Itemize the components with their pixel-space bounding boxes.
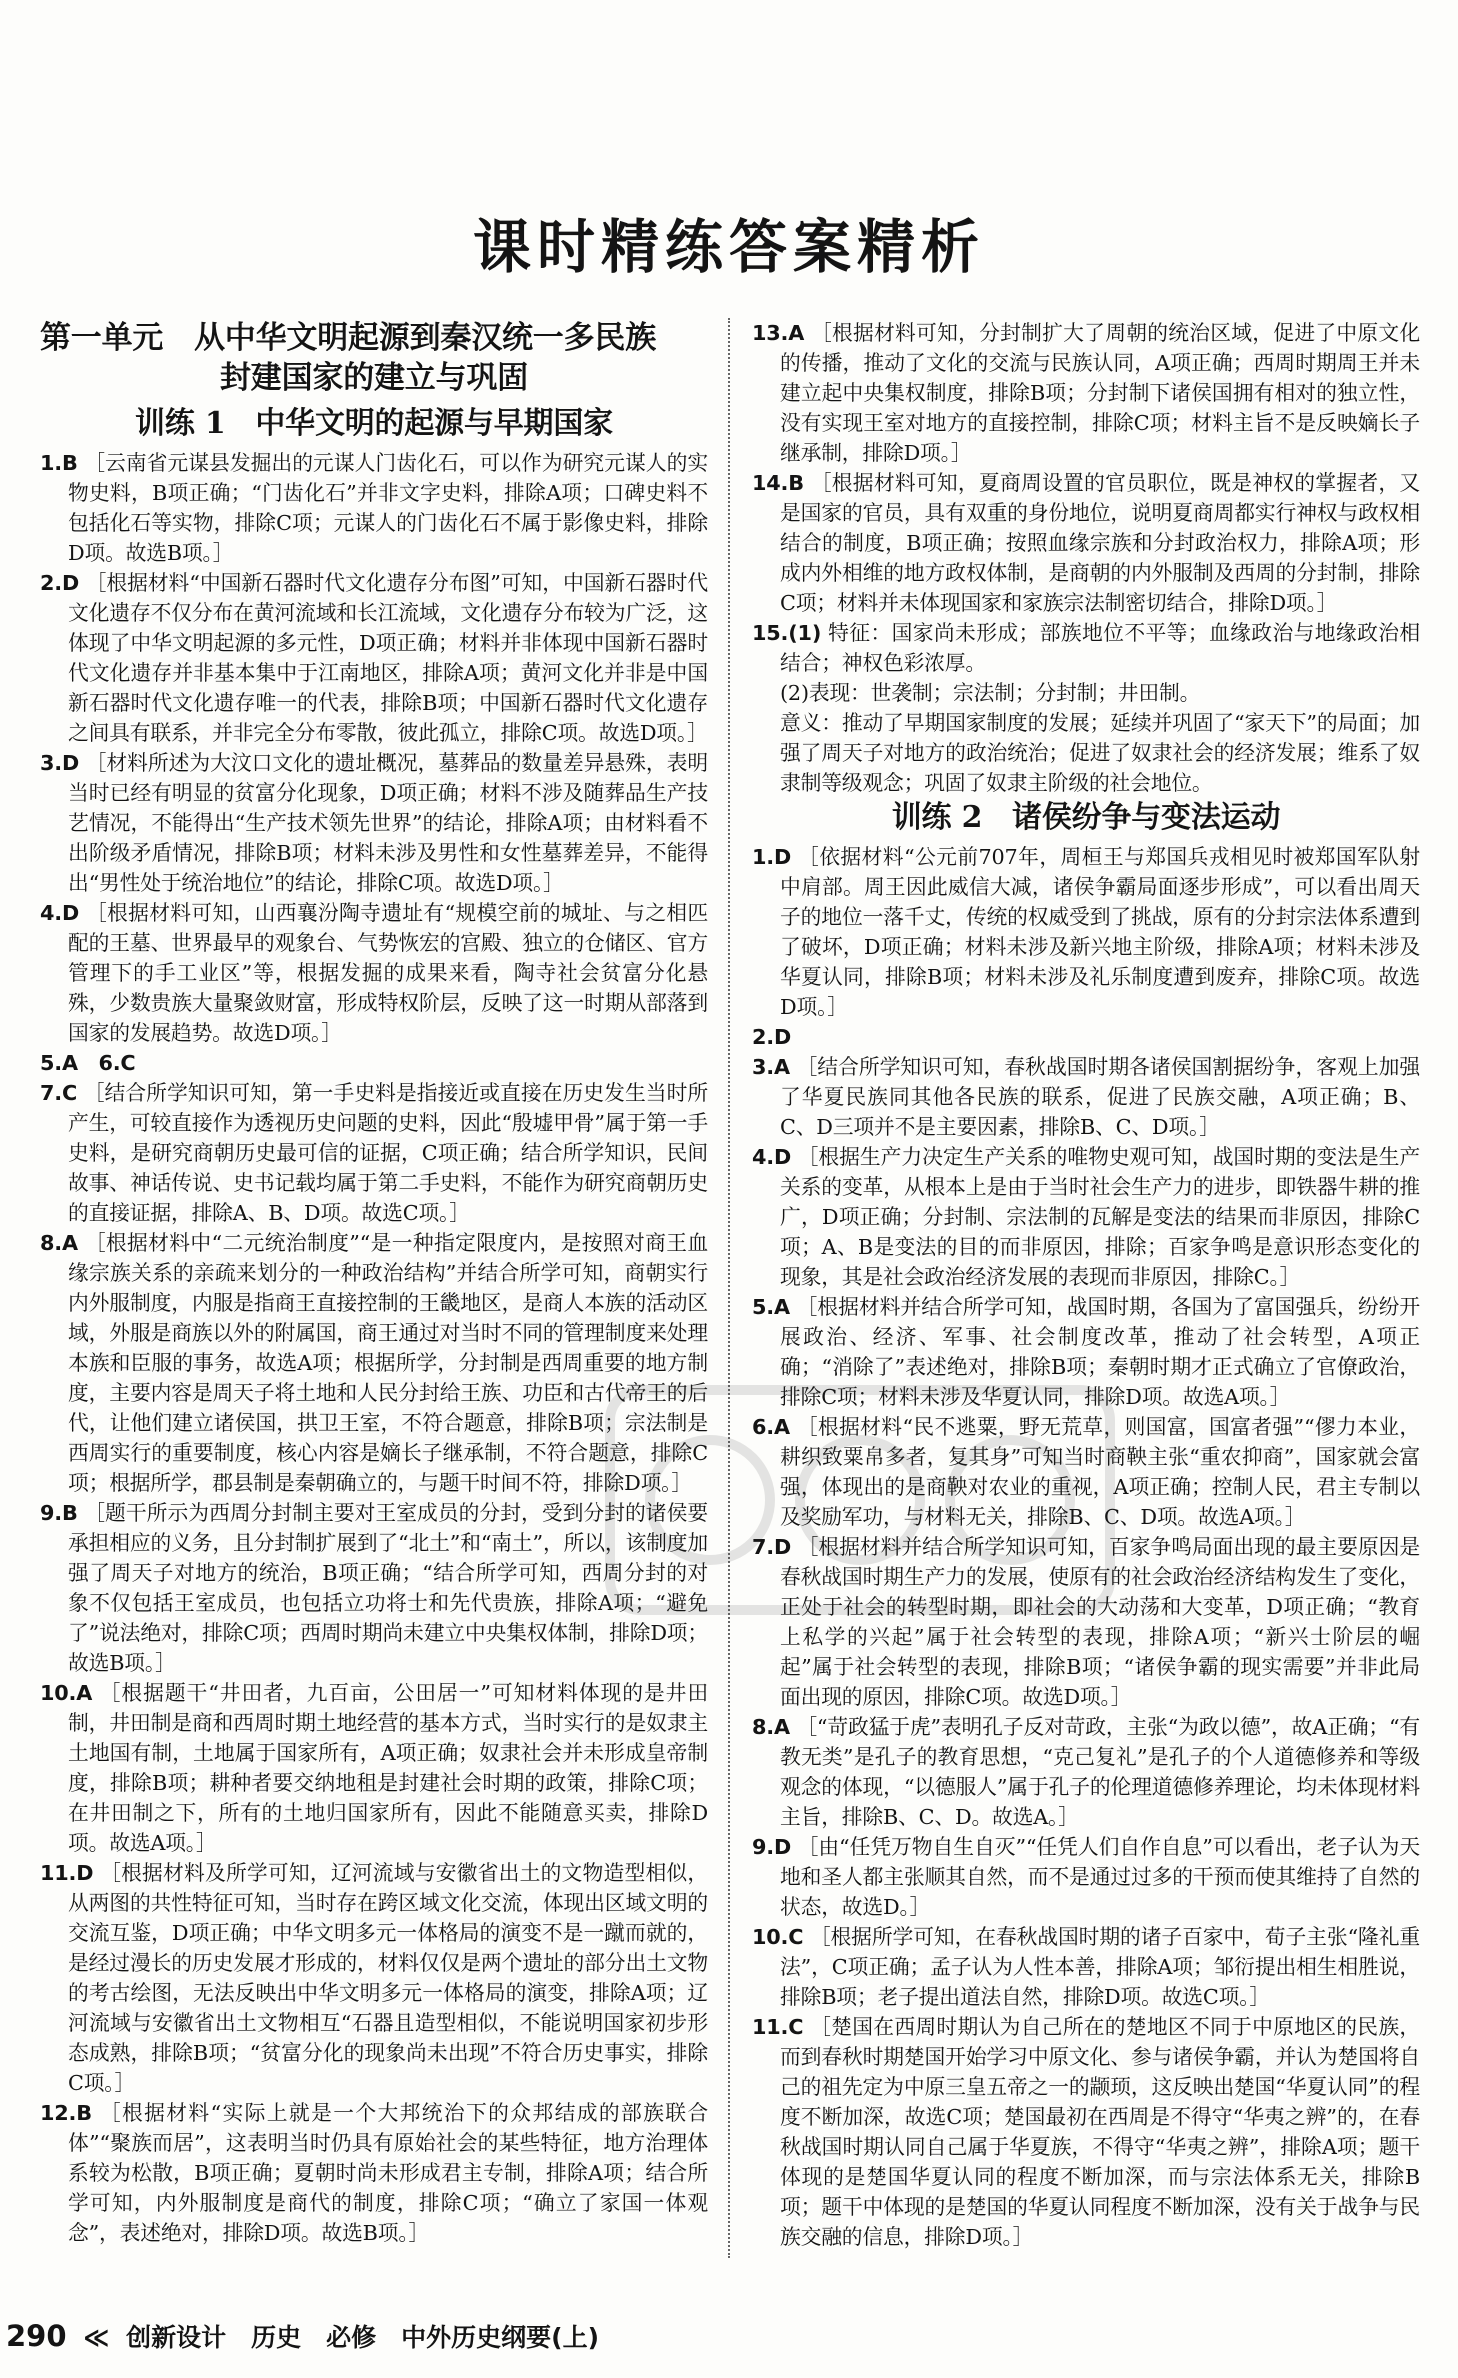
answer-item — [752, 1142, 1420, 1292]
answer-explanation: ［根据材料“实际上就是一个大邦统治下的众邦结成的部族联合体”“聚族而居”，这表明当时仍具有原始社会的某些特征，地方治理体系较为松散，B项正确；夏朝时尚未形成君主专制，排除A项；结合所学可知，内外服制度是商代的制度，排除C项；“确立了家国一体观念”，表述绝对，排除D项。故选B项。］ — [68, 2101, 708, 2245]
answer-explanation: ［根据材料及所学可知，辽河流域与安徽省出土的文物造型相似，从两图的共性特征可知，当时存在跨区域文化交流，体现出区域文明的交流互鉴，D项正确；中华文明多元一体格局的演变不是一蹴而就的，是经过漫长的历史发展才形成的，材料仅仅是两个遗址的部分出土文物的考古绘图，无法反映出中华文明多元一体格局的演变，排除A项；辽河流域与安徽省出土文物相互“石器且造型相似，不能说明国家初步形态成熟，排除B项；“贫富分化的现象尚未出现”不符合历史事实，排除C项。］ — [68, 1861, 708, 2095]
answer-explanation: ［根据材料并结合所学可知，战国时期，各国为了富国强兵，纷纷开展政治、经济、军事、社会制度改革，推动了社会转型，A项正确；“消除了”表述绝对，排除B项；秦朝时期才正式确立了官僚政治，排除C项；材料未涉及华夏认同，排除D项。故选A项。］ — [780, 1295, 1420, 1409]
answer-number: 9.D — [752, 1835, 792, 1859]
answer-number: 13.A — [752, 321, 805, 345]
answer-item — [752, 1922, 1420, 2012]
answer-explanation: ［云南省元谋县发掘出的元谋人门齿化石，可以作为研究元谋人的实物史料，B项正确；“门齿化石”并非文字史料，排除A项；口碑史料不包括化石等实物，排除C项；元谋人的门齿化石不属于影像史料，排除D项。故选B项。］ — [68, 451, 708, 565]
answer-number: 12.B — [40, 2101, 92, 2125]
chevron-left-icon: ≪ — [83, 2323, 110, 2352]
unit-heading-line1: 第一单元 从中华文明起源到秦汉统一多民族 — [40, 320, 656, 356]
answer-number: 2.D — [752, 1025, 792, 1049]
answer-item — [40, 568, 708, 748]
answer-number: 5.A 6.C — [40, 1051, 136, 1075]
answer-item — [40, 898, 708, 1048]
lesson-2-heading: 训练 2 诸侯纷争与变法运动 — [891, 800, 1281, 835]
answer-number: 7.C — [40, 1081, 78, 1105]
answer-number: 10.A — [40, 1681, 93, 1705]
answer-explanation: ［根据材料“中国新石器时代文化遗存分布图”可知，中国新石器时代文化遗存不仅分布在黄河流域和长江流域，文化遗存分布较为广泛，这体现了中华文明起源的多元性，D项正确；材料并非体现中国新石器时代文化遗存并非基本集中于江南地区，排除A项；黄河文化并非是中国新石器时代文化遗存唯一的代表，排除B项；中国新石器时代文化遗存之间具有联系，并非完全分布零散，彼此孤立，排除C项。故选D项。］ — [68, 571, 708, 745]
answer-number: 11.D — [40, 1861, 94, 1885]
answer-item — [40, 748, 708, 898]
answer-item — [752, 1292, 1420, 1412]
answer-list-lesson-2 — [752, 842, 1420, 2252]
answer-explanation: ［根据材料可知，山西襄汾陶寺遗址有“规模空前的城址、与之相匹配的王墓、世界最早的观象台、气势恢宏的宫殿、独立的仓储区、官方管理下的手工业区”等，根据发掘的成果来看，陶寺社会贫富分化悬殊，少数贵族大量聚敛财富，形成特权阶层，反映了这一时期从部落到国家的发展趋势。故选D项。］ — [68, 901, 708, 1045]
answer-item — [752, 842, 1420, 1022]
answer-explanation: ［根据材料中“二元统治制度”“是一种指定限度内，是按照对商王血缘宗族关系的亲疏来划分的一种政治结构”并结合所学可知，商朝实行内外服制度，内服是指商王直接控制的王畿地区，是商人本族的活动区域，外服是商族以外的附属国，商王通过对当时不同的管理制度来处理本族和臣服的事务，故选A项；根据所学，分封制是西周重要的地方制度，主要内容是周天子将土地和人民分封给王族、功臣和古代帝王的后代，让他们建立诸侯国，拱卫王室，不符合题意，排除B项；宗法制是西周实行的重要制度，核心内容是嫡长子继承制，不符合题意，排除C项；根据所学，郡县制是秦朝确立的，与题干时间不符，排除D项。］ — [68, 1231, 708, 1495]
answer-item — [752, 318, 1420, 468]
answer-number: 6.A — [752, 1415, 790, 1439]
answer-number: 4.D — [752, 1145, 792, 1169]
unit-heading-line2: 封建国家的建立与巩固 — [220, 360, 528, 396]
answer-explanation: ［依据材料“公元前707年，周桓王与郑国兵戎相见时被郑国军队射中肩部。周王因此威信大减，诸侯争霸局面逐步形成”，可以看出周天子的地位一落千丈，传统的权威受到了挑战，原有的分封宗法体系遭到了破坏，D项正确；材料未涉及新兴地主阶级，排除A项；材料未涉及华夏认同，排除B项；材料未涉及礼乐制度遭到废弃，排除C项。故选D项。］ — [780, 845, 1420, 1019]
answer-explanation: ［根据所学可知，在春秋战国时期的诸子百家中，荀子主张“隆礼重法”，C项正确；孟子认为人性本善，排除A项；邹衍提出相生相胜说，排除B项；老子提出道法自然，排除D项。故选C项。］ — [780, 1925, 1420, 2009]
answer-explanation: ［题干所示为西周分封制主要对王室成员的分封，受到分封的诸侯要承担相应的义务，且分封制扩展到了“北土”和“南土”，所以，该制度加强了周天子对地方的统治，B项正确；“结合所学可知，西周分封的对象不仅包括王室成员，也包括立功将士和先代贵族，排除A项；“避免了”说法绝对，排除C项；西周时期尚未建立中央集权体制，排除D项；故选B项。］ — [68, 1501, 708, 1675]
answer-item — [752, 1532, 1420, 1712]
answer-number: 7.D — [752, 1535, 792, 1559]
unit-heading — [40, 318, 708, 398]
page-footer — [6, 2318, 599, 2354]
answer-explanation: 特征：国家尚未形成；部族地位不平等；血缘政治与地缘政治相结合；神权色彩浓厚。 — [780, 621, 1420, 675]
answer-number: 8.A — [40, 1231, 78, 1255]
answer-number: 15.(1) — [752, 621, 822, 645]
answer-item — [40, 1228, 708, 1498]
answer-number: 4.D — [40, 901, 80, 925]
answer-number: 10.C — [752, 1925, 804, 1949]
answer-item — [752, 1022, 1420, 1052]
answer-number: 11.C — [752, 2015, 804, 2039]
answer-number: 8.A — [752, 1715, 790, 1739]
answer-explanation: ［根据题干“井田者，九百亩，公田居一”可知材料体现的是井田制，井田制是商和西周时期土地经营的基本方式，当时实行的是奴隶主土地国有制，土地属于国家所有，A项正确；奴隶社会并未形成皇帝制度，排除B项；耕种者要交纳地租是封建社会时期的政策，排除C项；在井田制之下，所有的土地归国家所有，因此不能随意买卖，排除D项。故选A项。］ — [68, 1681, 708, 1855]
page-title: 课时精练答案精析 — [472, 213, 985, 281]
answer-item — [752, 1832, 1420, 1922]
answer-number: 1.D — [752, 845, 792, 869]
left-column — [40, 318, 708, 2248]
right-column — [752, 318, 1420, 2252]
answer-explanation: ［楚国在西周时期认为自己所在的楚地区不同于中原地区的民族，而到春秋时期楚国开始学习中原文化、参与诸侯争霸，并认为楚国将自己的祖先定为中原三皇五帝之一的颛顼，这反映出楚国“华夏认同”的程度不断加深，故选C项；楚国最初在西周是不得守“华夷之辨”的，在春秋战国时期认同自己属于华夏族，不得守“华夷之辨”，排除A项；题干体现的是楚国华夏认同的程度不断加深，而与宗法体系无关，排除B项；题干中体现的是楚国的华夏认同程度不断加深，没有关于战争与民族交融的信息，排除D项。］ — [780, 2015, 1420, 2249]
answer-number: 14.B — [752, 471, 804, 495]
answer-item — [752, 2012, 1420, 2252]
answer-item — [40, 1048, 708, 1078]
answer-explanation: ［材料所述为大汶口文化的遗址概况，墓葬品的数量差异悬殊，表明当时已经有明显的贫富分化现象，D项正确；材料不涉及随葬品生产技艺情况，不能得出“生产技术领先世界”的结论，排除A项；由材料看不出阶级矛盾情况，排除B项；材料未涉及男性和女性墓葬差异，不能得出“男性处于统治地位”的结论，排除C项。故选D项。］ — [68, 751, 708, 895]
answer-item — [40, 1858, 708, 2098]
page-number: 290 — [6, 2319, 67, 2353]
answer-item — [40, 2098, 708, 2248]
answer-number: 5.A — [752, 1295, 790, 1319]
answer-item — [40, 1498, 708, 1678]
answer-item — [752, 468, 1420, 618]
answer-15-part-2: (2)表现：世袭制；宗法制；分封制；井田制。 — [780, 681, 1201, 705]
answer-explanation: ［根据材料可知，夏商周设置的官员职位，既是神权的掌握者，又是国家的官员，具有双重的身份地位，说明夏商周都实行神权与政权相结合的制度，B项正确；按照血缘宗族和分封政治权力，排除A项；形成内外相维的地方政权体制，是商朝的内外服制及西周的分封制，排除C项；材料并未体现国家和家族宗法制密切结合，排除D项。］ — [780, 471, 1420, 615]
answer-number: 2.D — [40, 571, 80, 595]
answer-explanation: ［结合所学知识可知，第一手史料是指接近或直接在历史发生当时所产生，可较直接作为透视历史问题的史料，因此“殷墟甲骨”属于第一手史料，是研究商朝历史最可信的证据，C项正确；结合所学知识，民间故事、神话传说、史书记载均属于第二手史料，不能作为研究商朝历史的直接证据，排除A、B、D项。故选C项。］ — [68, 1081, 708, 1225]
answer-item — [40, 1078, 708, 1228]
answer-number: 9.B — [40, 1501, 78, 1525]
answer-list-lesson-1 — [40, 448, 708, 2248]
column-divider — [728, 318, 730, 2258]
answer-item — [752, 1712, 1420, 1832]
answer-item — [752, 1412, 1420, 1532]
answer-item — [752, 618, 1420, 678]
footer-book-title: 创新设计 历史 必修 中外历史纲要(上) — [126, 2323, 600, 2352]
answer-explanation: ［根据材料“民不逃粟，野无荒草，则国富，国富者强”“僇力本业，耕织致粟帛多者，复其身”可知当时商鞅主张“重农抑商”，国家就会富强，体现出的是商鞅对农业的重视，A项正确；控制人民，君主专制以及奖励军功，与材料无关，排除B、C、D项。故选A项。］ — [780, 1415, 1420, 1529]
answer-15-significance: 意义：推动了早期国家制度的发展；延续并巩固了“家天下”的局面；加强了周天子对地方的政治统治；促进了奴隶社会的经济发展；维系了奴隶制等级观念；巩固了奴隶主阶级的社会地位。 — [780, 711, 1420, 795]
answer-explanation: ［根据生产力决定生产关系的唯物史观可知，战国时期的变法是生产关系的变革，从根本上是由于当时社会生产力的进步，即铁器牛耕的推广，D项正确；分封制、宗法制的瓦解是变法的结果而非原因，排除C项；A、B是变法的目的而非原因，排除；百家争鸣是意识形态变化的现象，其是社会政治经济发展的表现而非原因，排除C。］ — [780, 1145, 1420, 1289]
answer-explanation: ［由“任凭万物自生自灭”“任凭人们自作自息”可以看出，老子认为天地和圣人都主张顺其自然，而不是通过过多的干预而使其维持了自然的状态，故选D。］ — [780, 1835, 1420, 1919]
answer-item — [40, 448, 708, 568]
answer-number: 3.A — [752, 1055, 790, 1079]
answer-number: 3.D — [40, 751, 80, 775]
answer-number: 1.B — [40, 451, 78, 475]
answer-item — [752, 1052, 1420, 1142]
answer-list-lesson-1-continued — [752, 318, 1420, 678]
answer-explanation: ［“苛政猛于虎”表明孔子反对苛政，主张“为政以德”，故A正确；“有教无类”是孔子的教育思想，“克己复礼”是孔子的个人道德修养和等级观念的体现，“以德服人”属于孔子的伦理道德修养理论，均未体现材料主旨，排除B、C、D。故选A。］ — [780, 1715, 1420, 1829]
answer-explanation: ［结合所学知识可知，春秋战国时期各诸侯国割据纷争，客观上加强了华夏民族同其他各民族的联系，促进了民族交融，A项正确；B、C、D三项并不是主要因素，排除B、C、D项。］ — [780, 1055, 1420, 1139]
answer-item — [40, 1678, 708, 1858]
lesson-1-heading: 训练 1 中华文明的起源与早期国家 — [135, 406, 613, 441]
answer-explanation: ［根据材料可知，分封制扩大了周朝的统治区域，促进了中原文化的传播，推动了文化的交流与民族认同，A项正确；西周时期周王并未建立起中央集权制度，排除B项；分封制下诸侯国拥有相对的独立性，没有实现王室对地方的直接控制，排除C项；材料主旨不是反映嫡长子继承制，排除D项。］ — [780, 321, 1420, 465]
answer-explanation: ［根据材料并结合所学知识可知，百家争鸣局面出现的最主要原因是春秋战国时期生产力的发展，使原有的社会政治经济结构发生了变化，正处于社会的转型时期，即社会的大动荡和大变革，D项正确；“教育上私学的兴起”属于社会转型的表现，排除A项；“新兴士阶层的崛起”属于社会转型的表现，排除B项；“诸侯争霸的现实需要”并非此局面出现的原因，排除C项。故选D项。］ — [780, 1535, 1420, 1709]
